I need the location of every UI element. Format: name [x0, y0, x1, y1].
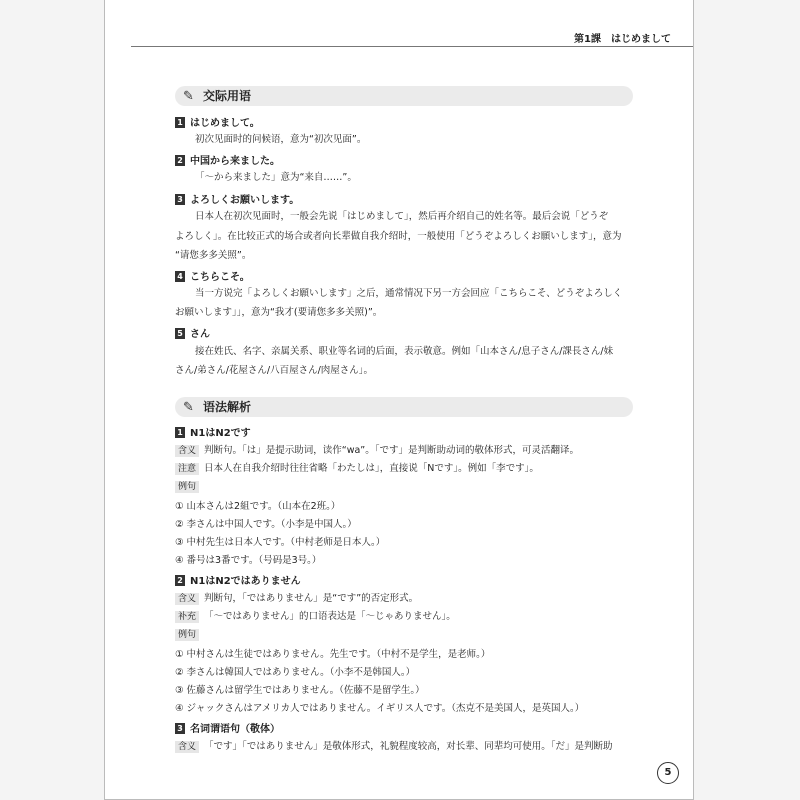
- grammar-note: 注意 日本人在自我介绍时往往省略「わたしは」，直接说「Nです」。例如「李です」。: [175, 462, 637, 475]
- phrase-explanation: 日本人在初次见面时，一般会先说「はじめまして」，然后再介绍自己的姓名等。最后会说「どうぞ: [195, 211, 609, 222]
- grammar-heading: 2 N1はN2ではありません: [175, 575, 637, 588]
- example-sentence: ① 中村さんは生徒ではありません。先生です。（中村不是学生，是老师。）: [175, 649, 491, 660]
- phrase-heading: 2 中国から来ました。: [175, 155, 637, 168]
- phrase-explanation: “请您多多关照”。: [175, 250, 252, 261]
- item-number: 3: [175, 194, 185, 205]
- pencil-icon: ✎: [183, 89, 194, 104]
- phrase-explanation: お願いします」」，意为“我才(要请您多多关照)”。: [175, 307, 383, 318]
- header-rule: [131, 46, 693, 47]
- grammar-note: 补充 「～ではありません」的口语表达是「～じゃありません」。: [175, 610, 637, 623]
- page-number: 5: [657, 762, 679, 784]
- item-number: 1: [175, 117, 185, 128]
- example-label: 例句: [175, 480, 637, 493]
- phrase-explanation: よろしく」。在比较正式的场合或者向长辈做自我介绍时，一般使用「どうぞよろしくお願いします」，意为: [175, 231, 622, 242]
- item-number: 3: [175, 723, 185, 734]
- grammar-note: 含义 判断句，「ではありません」是“です”的否定形式。: [175, 592, 637, 605]
- item-number: 2: [175, 575, 185, 586]
- phrase-explanation: 接在姓氏、名字、亲属关系、职业等名词的后面，表示敬意。例如「山本さん/息子さん/課長さん/妹: [195, 346, 614, 357]
- section-header-grammar: [175, 397, 633, 417]
- grammar-note: 含义 「です」「ではありません」是敬体形式，礼貌程度较高，对长辈、同辈均可使用。「だ」是判断助: [175, 740, 637, 753]
- example-sentence: ② 李さんは中国人です。（小李是中国人。）: [175, 519, 357, 530]
- section-title: 交际用语: [203, 89, 252, 103]
- phrase-explanation: 初次见面时的问候语，意为“初次见面”。: [195, 134, 367, 145]
- example-label: 例句: [175, 628, 637, 641]
- example-sentence: ④ ジャックさんはアメリカ人ではありません。イギリス人です。（杰克不是美国人，是英国人。）: [175, 703, 585, 714]
- phrase-explanation: 当一方说完「よろしくお願いします」之后，通常情况下另一方会回应「こちらこそ、どうぞよろしく: [195, 288, 623, 299]
- note-tag: 含义: [175, 593, 199, 605]
- note-tag: 注意: [175, 463, 199, 475]
- phrase-explanation: 「～から来ました」意为“来自……”。: [195, 172, 357, 183]
- note-tag: 补充: [175, 611, 199, 623]
- document-page: [104, 0, 694, 800]
- example-sentence: ② 李さんは韓国人ではありません。（小李不是韩国人。）: [175, 667, 416, 678]
- phrase-heading: 3 よろしくお願いします。: [175, 194, 637, 207]
- example-sentence: ③ 中村先生は日本人です。（中村老师是日本人。）: [175, 537, 386, 548]
- grammar-heading: 1 N1はN2です: [175, 427, 637, 440]
- grammar-note: 含义 判断句。「は」是提示助词，读作“wa”。「です」是判断助动词的敬体形式，可灵活翻译。: [175, 444, 637, 457]
- item-number: 2: [175, 155, 185, 166]
- phrase-heading: 5 さん: [175, 328, 637, 341]
- section-header-communication: [175, 86, 633, 106]
- example-sentence: ③ 佐藤さんは留学生ではありません。（佐藤不是留学生。）: [175, 685, 425, 696]
- section-title: 语法解析: [203, 400, 252, 414]
- item-number: 5: [175, 328, 185, 339]
- pencil-icon: ✎: [183, 400, 194, 415]
- note-tag: 含义: [175, 741, 199, 753]
- item-number: 1: [175, 427, 185, 438]
- grammar-heading: 3 名词谓语句（敬体）: [175, 723, 637, 736]
- running-header: 第1課 はじめまして: [574, 34, 671, 45]
- example-sentence: ④ 番号は3番です。（号码是3号。）: [175, 555, 322, 566]
- example-sentence: ① 山本さんは2組です。（山本在2班。）: [175, 501, 341, 512]
- phrase-heading: 1 はじめまして。: [175, 117, 637, 130]
- phrase-heading: 4 こちらこそ。: [175, 271, 637, 284]
- phrase-explanation: さん/弟さん/花屋さん/八百屋さん/肉屋さん」。: [175, 365, 374, 376]
- item-number: 4: [175, 271, 185, 282]
- note-tag: 含义: [175, 445, 199, 457]
